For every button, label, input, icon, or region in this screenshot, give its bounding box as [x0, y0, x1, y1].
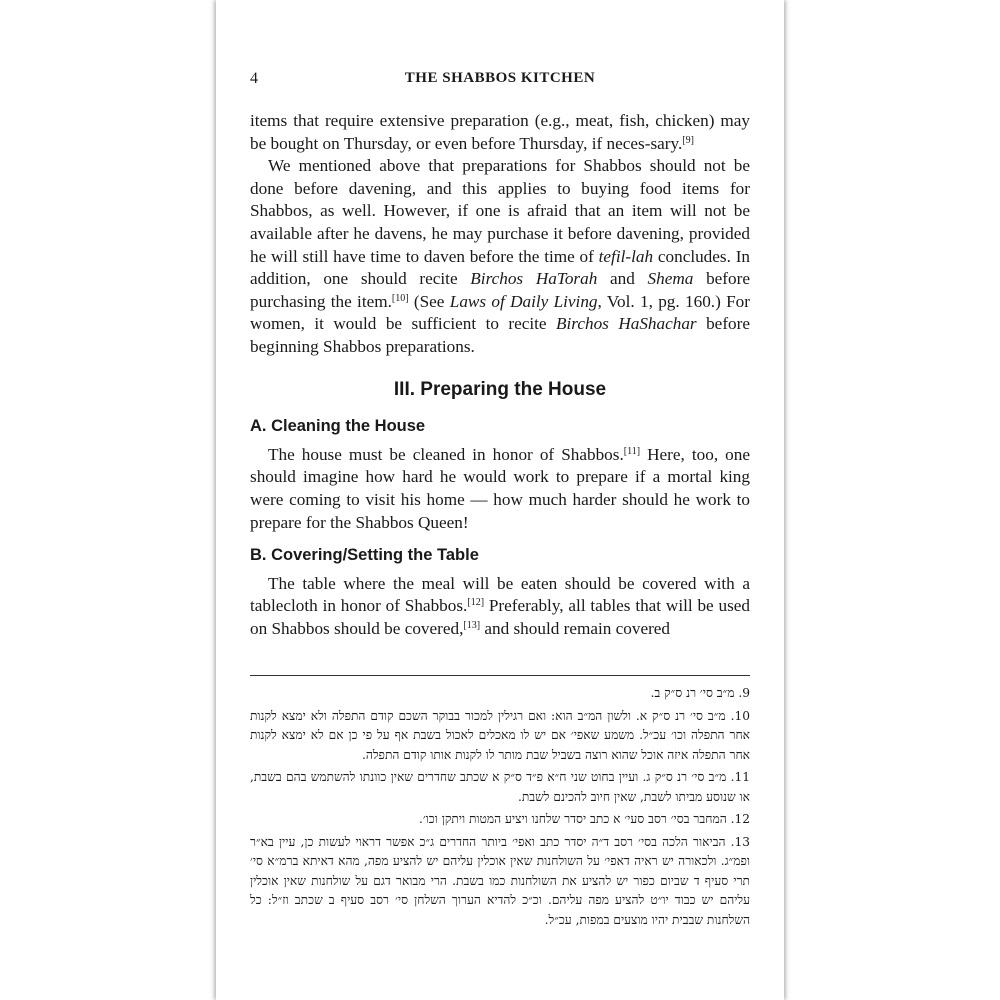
- page-number: 4: [250, 70, 258, 87]
- book-page: [216, 0, 784, 1000]
- section-heading: III. Preparing the House: [393, 378, 607, 400]
- footnote-12: 12. המחבר בסי׳ רסב סעי׳ א כתב יסדר שלחנו ויציע המטות ויתקן וכו׳.: [418, 812, 750, 826]
- footnotes: [250, 684, 750, 933]
- running-title: THE SHABBOS KITCHEN: [404, 70, 596, 86]
- footnote-ref-11[interactable]: [11]: [623, 445, 641, 457]
- paragraph-1: items that require extensive preparation (e.g., meat, fish, chicken) may be bought on Thursday, or even before Thursday, if neces-sary.[9]: [250, 111, 750, 153]
- running-header: [250, 70, 750, 90]
- subsection-heading-a: A. Cleaning the House: [250, 417, 426, 436]
- footnote-11: 11. מ״ב סי׳ רנ ס״ק ג. ועיין בחוט שני ח״א פ״ד ס״ק א שכתב שחדרים שאין כוונתו להשתמש בהם בשבת, או שנוסע מביתו לשבת, שאין חיוב להכינם לשבת.: [250, 770, 750, 804]
- footnote-9: 9. מ״ב סי׳ רנ ס״ק ב.: [650, 686, 750, 700]
- footnote-ref-10[interactable]: [10]: [391, 292, 409, 304]
- paragraph-table: The table where the meal will be eaten should be covered with a tablecloth in honor of Shabbos.[12] Preferably, all tables that will be used on Shabbos should be covered,[13] and should remain covered: [250, 573, 750, 638]
- paragraph-cleaning: The house must be cleaned in honor of Shabbos.[11] Here, too, one should imagine how hard he would work to prepare if a mortal king were coming to visit his home — how much harder should he work to prepare for the Shabbos Queen!: [250, 444, 750, 532]
- footnote-ref-9[interactable]: [9]: [682, 134, 694, 146]
- body-text: [250, 110, 750, 640]
- footnote-divider: [250, 675, 750, 676]
- footnote-ref-13[interactable]: [13]: [463, 619, 481, 631]
- footnote-ref-12[interactable]: [12]: [467, 597, 485, 609]
- subsection-heading-b: B. Covering/Setting the Table: [250, 546, 479, 565]
- paragraph-2: We mentioned above that preparations for Shabbos should not be done before davening, and this applies to buying food items for Shabbos, as well. However, if one is afraid that an item will not be available after he davens, he may purchase it before davening, provided he will still have time to daven before the time of tefil-lah concludes. In addition, one should recite Birchos HaTorah and Shema before purchasing the item.[10] (See Laws of Daily Living, Vol. 1, pg. 160.) For women, it would be sufficient to recite Birchos HaShachar before beginning Shabbos preparations.: [250, 156, 751, 356]
- footnote-10: 10. מ״ב סי׳ רנ ס״ק א. ולשון המ״ב הוא: ואם רגילין למכור בבוקר השכם קודם התפלה ולא ימצא לקנות אחר התפלה וכו׳ עכ״ל. משמע שאפי׳ אם יש לו מאכלים לאכול בשבת אף על פי כן אם לא ימצא לקנות אחר התפלה איזה אוכל שהוא רוצה בשביל שבת מותר לו לקנות אותו קודם התפלה.: [250, 708, 750, 762]
- footnote-13: 13. הביאור הלכה בסי׳ רסב ד״ה יסדר כתב ואפי׳ ביותר החדרים ג״כ אפשר דראוי לעשות כן, עיין בא״ר ופמ״ג. ולכאורה יש ראיה דאפי׳ על השולחנות שאין אוכלין עליהם יש להציע מפה, מהא דאיתא ברמ״א סי׳ תרי סעיף ד שביום כפור יש להציע את השולחנות כמו בשבת. הרי מבואר דגם על שולחנות שאין אוכלין עליהם יש כבוד יו״ט להציע מפה עליהם. וכ״כ להדיא הערוך השלחן סי׳ רסב סעיף ב שכתב וז״ל: כל השלחנות שבבית יהיו מוצעים במפות, עכ״ל.: [250, 834, 750, 927]
